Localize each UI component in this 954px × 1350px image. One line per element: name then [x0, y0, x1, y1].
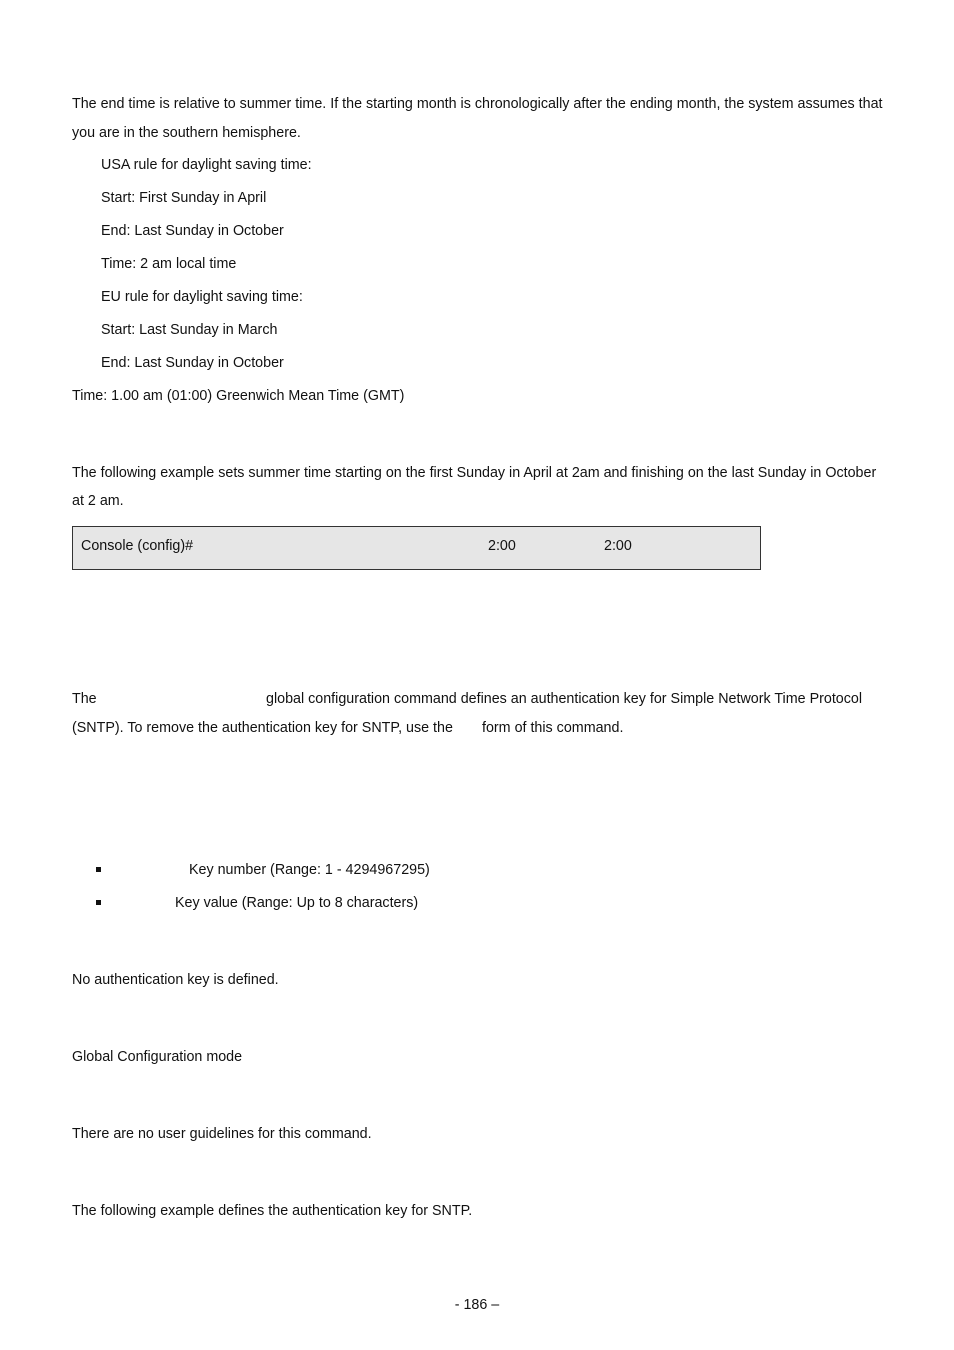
- description-line-2-end: form of this command.: [482, 720, 624, 736]
- example1-line-1: The following example sets summer time starting on the first Sunday in April at 2am and finishing on the last Sunday in October: [72, 465, 877, 481]
- code-time-start: 2:00: [488, 538, 516, 554]
- bullet-marker: [96, 900, 101, 905]
- usa-rule-end: End: Last Sunday in October: [101, 223, 284, 239]
- console-prompt: Console (config)#: [81, 538, 194, 554]
- user-guidelines-text: There are no user guidelines for this command.: [72, 1126, 372, 1142]
- usa-rule-start: Start: First Sunday in April: [101, 190, 267, 206]
- description-the: The: [72, 691, 97, 707]
- example1-line-2: at 2 am.: [72, 493, 124, 509]
- parameter-key-value: Key value (Range: Up to 8 characters): [175, 895, 419, 911]
- description-line-1: global configuration command defines an authentication key for Simple Network Time Protocol: [266, 691, 863, 707]
- eu-rule-time: Time: 1.00 am (01:00) Greenwich Mean Time (GMT): [72, 388, 405, 404]
- code-time-end: 2:00: [604, 538, 632, 554]
- parameter-key-number: Key number (Range: 1 - 4294967295): [189, 862, 430, 878]
- example2-text: The following example defines the authentication key for SNTP.: [72, 1203, 473, 1219]
- eu-rule-start: Start: Last Sunday in March: [101, 322, 278, 338]
- intro-line-1: The end time is relative to summer time. If the starting month is chronologically after the ending month, the system assumes that: [72, 96, 883, 112]
- page-number: - 186 –: [454, 1297, 500, 1313]
- intro-line-2: you are in the southern hemisphere.: [72, 125, 301, 141]
- default-text: No authentication key is defined.: [72, 972, 279, 988]
- code-example-box: [72, 526, 761, 570]
- usa-rule-time: Time: 2 am local time: [101, 256, 237, 272]
- bullet-marker: [96, 867, 101, 872]
- usa-rule-heading: USA rule for daylight saving time:: [101, 157, 312, 173]
- command-mode-text: Global Configuration mode: [72, 1049, 243, 1065]
- eu-rule-end: End: Last Sunday in October: [101, 355, 284, 371]
- eu-rule-heading: EU rule for daylight saving time:: [101, 289, 303, 305]
- description-line-2: (SNTP). To remove the authentication key for SNTP, use the: [72, 720, 453, 736]
